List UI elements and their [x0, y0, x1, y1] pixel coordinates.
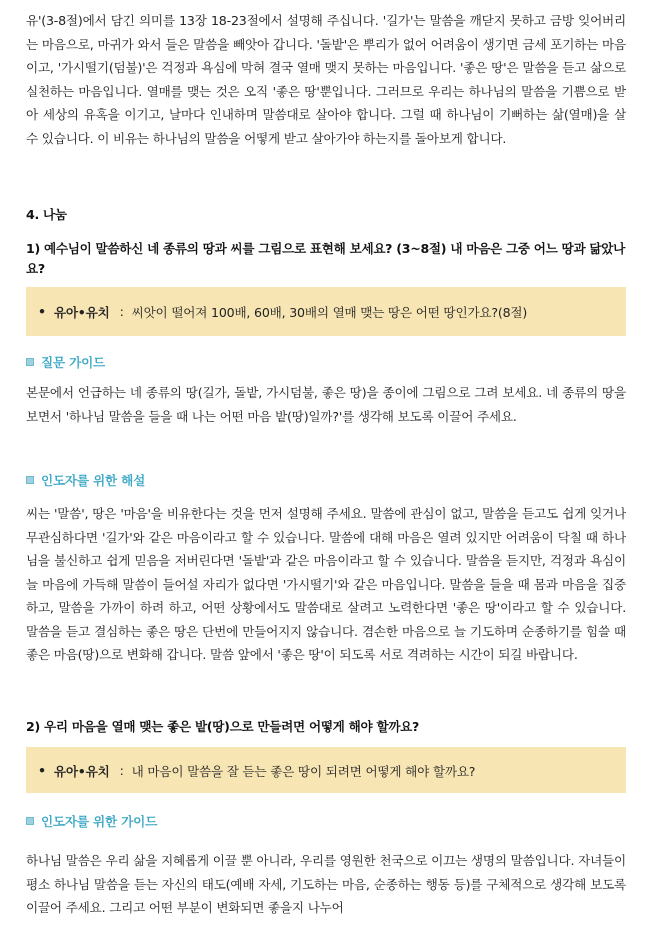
guide-label: 인도자를 위한 해설	[41, 473, 146, 488]
guide-label: 질문 가이드	[41, 355, 106, 370]
age-group-label: 유아•유치	[53, 305, 110, 320]
separator: :	[119, 304, 124, 319]
guide-paragraph-1: 본문에서 언급하는 네 종류의 땅(길가, 돌밭, 가시덤불, 좋은 땅)을 종이에 그림으로 그려 보세요. 네 종류의 땅을 보면서 '하나님 말씀을 들을 때 나는 어떤 마음 밭(땅)일까?'를 생각해 보도록 이끌어 주세요.	[26, 385, 626, 424]
guide-heading-1	[26, 352, 105, 371]
separator: :	[119, 762, 124, 778]
bullet-marker: •	[38, 304, 46, 319]
age-group-box-2	[26, 747, 626, 793]
square-bullet-icon	[26, 476, 34, 484]
guide-heading-2	[26, 470, 145, 489]
guide-label: 인도자를 위한 가이드	[41, 814, 158, 829]
square-bullet-icon	[26, 358, 34, 366]
intro-paragraph: 유'(3-8절)에서 담긴 의미를 13장 18-23절에서 설명해 주십니다. '길가'는 말씀을 깨닫지 못하고 금방 잊어버리는 마음으로, 마귀가 와서 들은 말씀을 빼앗아 갑니다. '돌밭'은 뿌리가 없어 어려움이 생기면 금세 포기하는 마음이고, '가시떨기(덤불)'은 걱정과 욕심에 막혀 결국 열매 맺지 못하는 마음입니다. '좋은 땅'은 말씀을 듣고 삶으로 실천하는 마음입니다. 열매를 맺는 것은 오직 '좋은 땅'뿐입니다. 그러므로 우리는 하나님의 말씀을 기쁨으로 받아 세상의 유혹을 이기고, 날마다 인내하며 말씀대로 살아야 합니다. 그럴 때 하나님이 기뻐하는 삶(열매)을 살 수 있습니다. 이 비유는 하나님의 말씀을 어떻게 받고 살아가야 하는지를 돌아보게 합니다.	[26, 13, 626, 146]
guide-paragraph-2: 씨는 '말씀', 땅은 '마음'을 비유한다는 것을 먼저 설명해 주세요. 말씀에 관심이 없고, 말씀을 듣고도 쉽게 잊거나 무관심하다면 '길가'와 같은 마음이라고 할 수 있습니다. 말씀에 대해 마음은 열려 있지만 어려움이 닥칠 때 하나님을 불신하고 쉽게 믿음을 저버린다면 '돌밭'과 같은 마음이라고 할 수 있습니다. 말씀을 듣지만, 걱정과 욕심이 늘 마음에 가득해 말씀이 들어설 자리가 없다면 '가시떨기'와 같은 마음입니다. 말씀을 들을 때 몸과 마음을 집중하고, 말씀을 가까이 하려 하고, 어떤 상황에서도 말씀대로 살려고 노력한다면 '좋은 땅'이라고 할 수 있습니다. 말씀을 듣고 결심하는 좋은 땅은 단번에 만들어지지 않습니다. 겸손한 마음으로 늘 기도하며 순종하기를 힘쓸 때 좋은 마음(땅)으로 변화해 갑니다. 말씀 앞에서 '좋은 땅'이 되도록 서로 격려하는 시간이 되길 바랍니다.	[26, 506, 626, 662]
question-1: 1) 예수님이 말씀하신 네 종류의 땅과 씨를 그림으로 표현해 보세요? (3~8절) 내 마음은 그중 어느 땅과 닮았나요?	[26, 241, 625, 276]
square-bullet-icon	[26, 817, 34, 825]
guide-paragraph-3: 하나님 말씀은 우리 삶을 지혜롭게 이끌 뿐 아니라, 우리를 영원한 천국으로 이끄는 생명의 말씀입니다. 자녀들이 평소 하나님 말씀을 듣는 자신의 태도(예배 자세, 기도하는 마음, 순종하는 행동 등)를 구체적으로 생각해 보도록 이끌어 주세요. 그리고 어떤 부분이 변화되면 좋을지 나누어	[26, 853, 626, 915]
age-group-box-1	[26, 287, 626, 336]
age-group-question: 내 마음이 말씀을 잘 듣는 좋은 땅이 되려면 어떻게 해야 할까요?	[131, 763, 476, 779]
question-2: 2) 우리 마음을 열매 맺는 좋은 밭(땅)으로 만들려면 어떻게 해야 할까요?	[26, 719, 420, 734]
section-title: 4. 나눔	[26, 207, 67, 222]
age-group-label: 유아•유치	[53, 763, 110, 779]
bullet-marker: •	[38, 762, 46, 778]
guide-heading-3	[26, 811, 157, 830]
age-group-question: 씨앗이 떨어져 100배, 60배, 30배의 열매 맺는 땅은 어떤 땅인가요?(8절)	[131, 305, 528, 320]
